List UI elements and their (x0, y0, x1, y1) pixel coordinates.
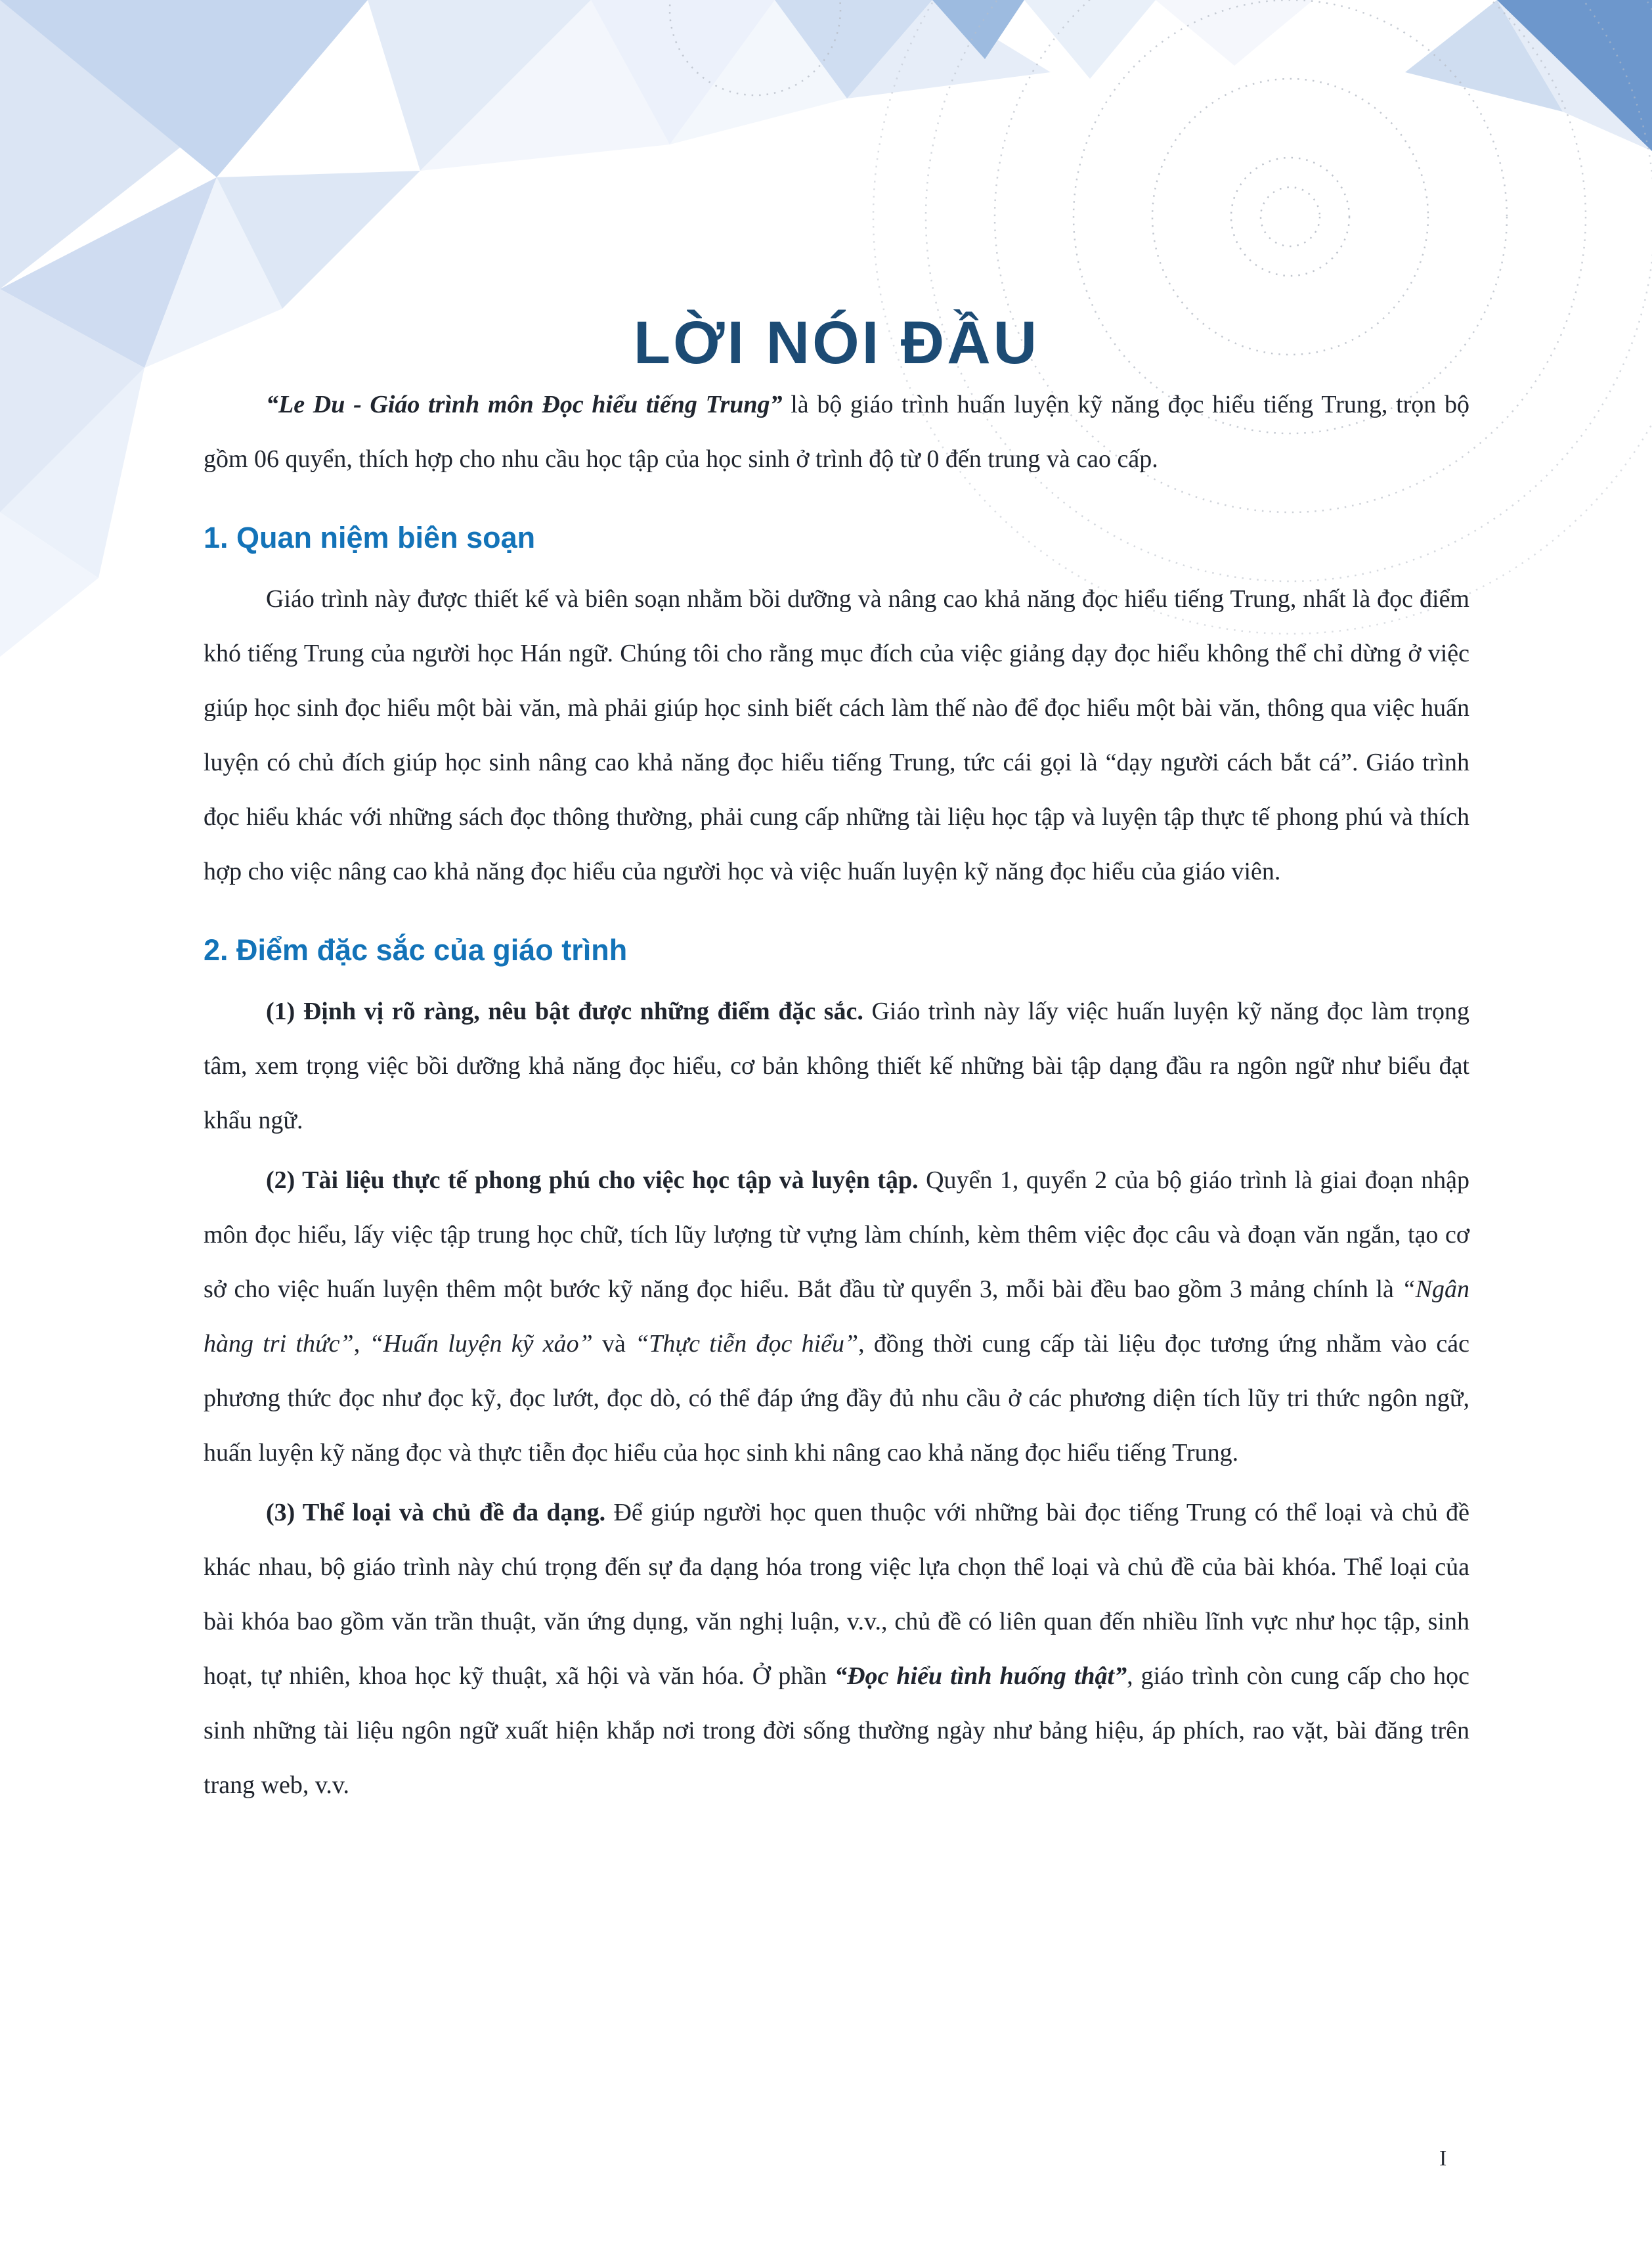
page-content (204, 0, 1469, 1818)
section-2-paragraph-2: (2) Tài liệu thực tế phong phú cho việc học tập và luyện tập. Quyển 1, quyển 2 của bộ giáo trình là giai đoạn nhập môn đọc hiểu, lấy việc tập trung học chữ, tích lũy lượng từ vựng làm chính, kèm thêm việc đọc câu và đoạn văn ngắn, tạo cơ sở cho việc huấn luyện thêm một bước kỹ năng đọc hiểu. Bắt đầu từ quyển 3, mỗi bài đều bao gồm 3 mảng chính là “Ngân hàng tri thức”, “Huấn luyện kỹ xảo” và “Thực tiễn đọc hiểu”, đồng thời cung cấp tài liệu đọc tương ứng nhằm vào các phương thức đọc như đọc kỹ, đọc lướt, đọc dò, có thể đáp ứng đầy đủ nhu cầu ở các phương diện tích lũy tri thức ngôn ngữ, huấn luyện kỹ năng đọc và thực tiễn đọc hiểu của học sinh khi nâng cao khả năng đọc hiểu tiếng Trung. (204, 1166, 1470, 1467)
page-title: LỜI NÓI ĐẦU (633, 309, 1040, 376)
section-1-heading: 1. Quan niệm biên soạn (204, 521, 536, 554)
section-2-paragraph-1: (1) Định vị rõ ràng, nêu bật được những điểm đặc sắc. Giáo trình này lấy việc huấn luyện kỹ năng đọc làm trọng tâm, xem trọng việc bồi dưỡng khả năng đọc hiểu, cơ bản không thiết kế những bài tập dạng đầu ra ngôn ngữ như biểu đạt khẩu ngữ. (204, 998, 1469, 1134)
page-number: I (1439, 2146, 1447, 2171)
intro-paragraph: “Le Du - Giáo trình môn Đọc hiểu tiếng Trung” là bộ giáo trình huấn luyện kỹ năng đọc hiểu tiếng Trung, trọn bộ gồm 06 quyển, thích hợp cho nhu cầu học tập của học sinh ở trình độ từ 0 đến trung và cao cấp. (204, 391, 1469, 473)
section-1-paragraph: Giáo trình này được thiết kế và biên soạn nhằm bồi dưỡng và nâng cao khả năng đọc hiểu tiếng Trung, nhất là đọc điểm khó tiếng Trung của người học Hán ngữ. Chúng tôi cho rằng mục đích của việc giảng dạy đọc hiểu không thể chỉ dừng ở việc giúp học sinh đọc hiểu một bài văn, mà phải giúp học sinh biết cách làm thế nào để đọc hiểu một bài văn, thông qua việc huấn luyện có chủ đích giúp học sinh nâng cao khả năng đọc hiểu tiếng Trung, tức cái gọi là “dạy người cách bắt cá”. Giáo trình đọc hiểu khác với những sách đọc thông thường, phải cung cấp những tài liệu học tập và luyện tập thực tế phong phú và thích hợp cho việc nâng cao khả năng đọc hiểu của người học và việc huấn luyện kỹ năng đọc hiểu của giáo viên. (204, 585, 1469, 885)
section-2-heading: 2. Điểm đặc sắc của giáo trình (204, 933, 628, 967)
section-2-paragraph-3: (3) Thể loại và chủ đề đa dạng. Để giúp người học quen thuộc với những bài đọc tiếng Trung có thể loại và chủ đề khác nhau, bộ giáo trình này chú trọng đến sự đa dạng hóa trong việc lựa chọn thể loại và chủ đề của bài khóa. Thể loại của bài khóa bao gồm văn trần thuật, văn ứng dụng, văn nghị luận, v.v., chủ đề có liên quan đến nhiều lĩnh vực như học tập, sinh hoạt, tự nhiên, khoa học kỹ thuật, xã hội và văn hóa. Ở phần “Đọc hiểu tình huống thật”, giáo trình còn cung cấp cho học sinh những tài liệu ngôn ngữ xuất hiện khắp nơi trong đời sống thường ngày như bảng hiệu, áp phích, rao vặt, bài đăng trên trang web, v.v. (204, 1499, 1470, 1799)
